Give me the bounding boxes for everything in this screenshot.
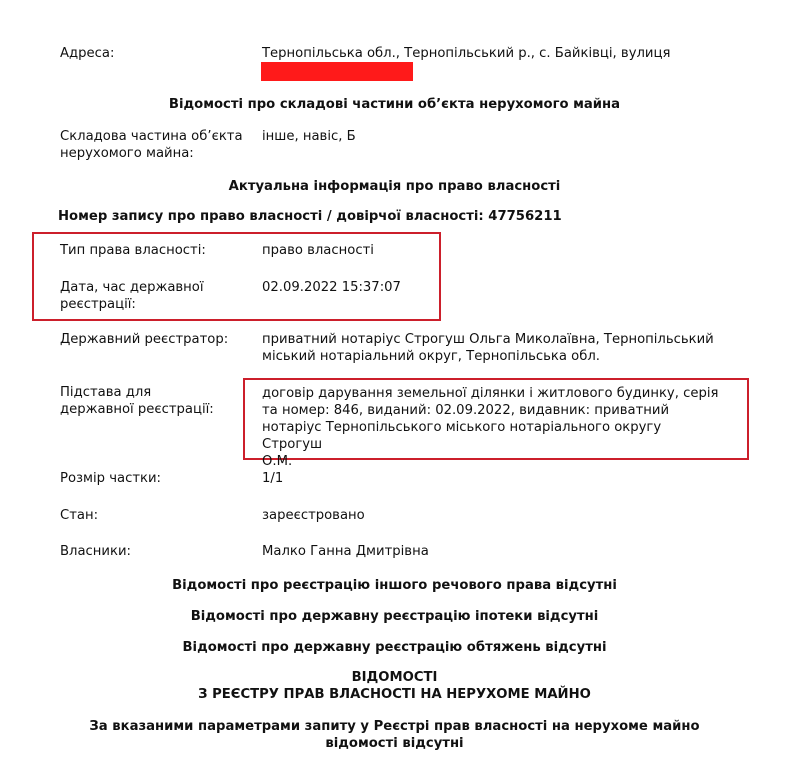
component-label-line2: нерухомого майна:: [60, 146, 194, 161]
query-result-line2: відомості відсутні: [325, 736, 464, 751]
registrar-label: Державний реєстратор:: [60, 332, 229, 347]
registrar-value-line1: приватний нотаріус Строгуш Ольга Миколаївна, Тернопільський: [262, 332, 714, 347]
notice-other-rights: Відомості про реєстрацію іншого речового права відсутні: [172, 578, 617, 593]
status-value: зареєстровано: [262, 508, 365, 523]
basis-value: [262, 385, 722, 470]
basis-label: [60, 384, 250, 418]
registrar-value-line2: міський нотаріальний округ, Тернопільська обл.: [262, 349, 600, 364]
registration-date-label-line2: реєстрації:: [60, 297, 136, 312]
registration-date-label: [60, 279, 250, 313]
ownership-type-label: Тип права власності:: [60, 243, 206, 258]
registration-date-value: 02.09.2022 15:37:07: [262, 280, 401, 295]
components-heading: Відомості про складові частини об’єкта нерухомого майна: [168, 97, 621, 112]
address-value: Тернопільська обл., Тернопільський р., с. Байківці, вулиця: [262, 46, 671, 61]
registry-title-line1: ВІДОМОСТІ: [351, 670, 438, 685]
registry-title: [0, 669, 789, 703]
registrar-value: [262, 331, 722, 365]
ownership-heading: Актуальна інформація про право власності: [228, 179, 561, 194]
basis-value-line3: нотаріус Тернопільського міського нотаріального округу Строгуш: [262, 420, 662, 452]
status-label: Стан:: [60, 508, 99, 523]
query-result-line1: За вказаними параметрами запиту у Реєстрі прав власності на нерухоме майно: [89, 719, 700, 734]
basis-label-line2: державної реєстрації:: [60, 402, 214, 417]
query-result: [0, 718, 789, 752]
registration-date-label-line1: Дата, час державної: [60, 280, 204, 295]
notice-encumbrance: Відомості про державну реєстрацію обтяжень відсутні: [182, 640, 607, 655]
ownership-type-value: право власності: [262, 243, 374, 258]
basis-label-line1: Підстава для: [60, 385, 152, 400]
share-value: 1/1: [262, 471, 284, 486]
basis-value-line4: О.М.: [262, 454, 293, 469]
registry-title-line2: З РЕЄСТРУ ПРАВ ВЛАСНОСТІ НА НЕРУХОМЕ МАЙНО: [198, 687, 591, 702]
component-value: інше, навіс, Б: [262, 129, 356, 144]
component-label-line1: Складова частина об’єкта: [60, 129, 243, 144]
share-label: Розмір частки:: [60, 471, 161, 486]
owners-value: Малко Ганна Дмитрівна: [262, 544, 429, 559]
address-label: Адреса:: [60, 46, 115, 61]
redacted-street: [261, 62, 413, 81]
basis-value-line1: договір дарування земельної ділянки і житлового будинку, серія: [262, 386, 719, 401]
component-label: [60, 128, 250, 162]
basis-value-line2: та номер: 846, виданий: 02.09.2022, видавник: приватний: [262, 403, 670, 418]
owners-label: Власники:: [60, 544, 131, 559]
notice-mortgage: Відомості про державну реєстрацію іпотеки відсутні: [190, 609, 599, 624]
record-number: Номер запису про право власності / довірчої власності: 47756211: [58, 209, 562, 224]
